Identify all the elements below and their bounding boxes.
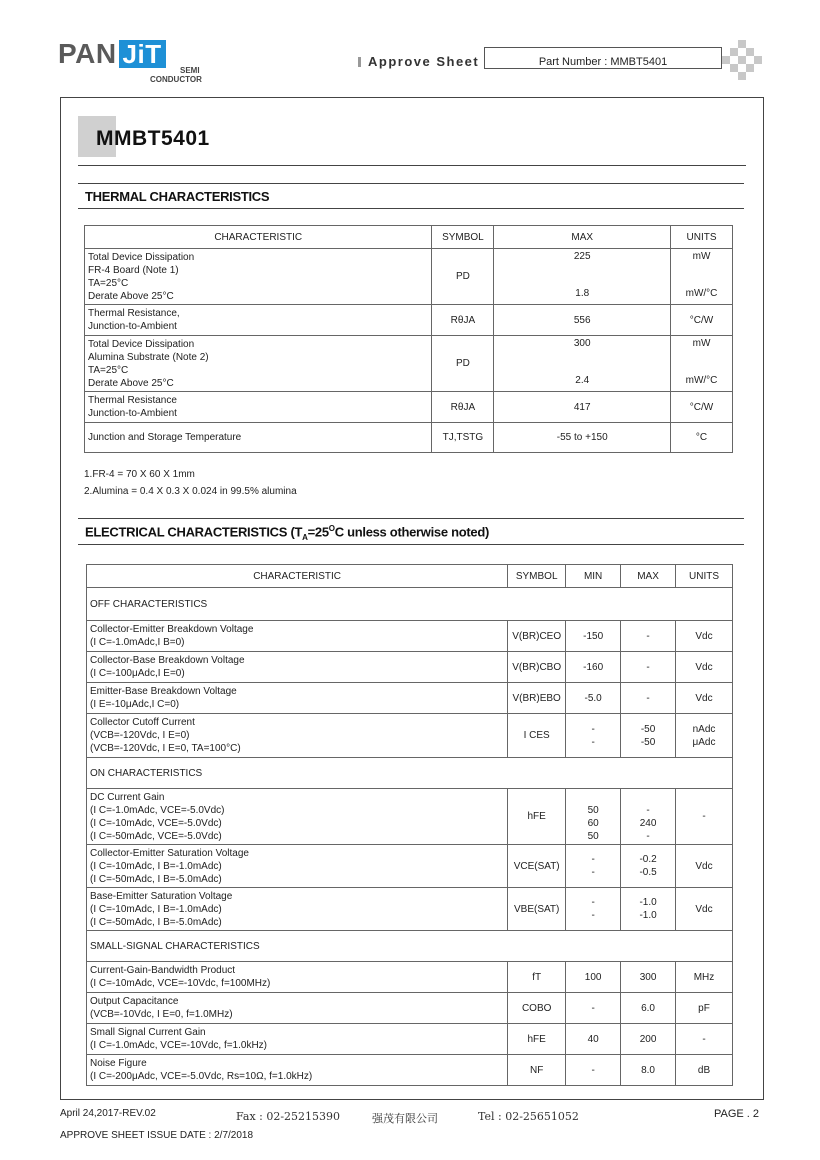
col-max: MAX: [621, 565, 676, 588]
unit-value: μAdc: [692, 736, 716, 748]
char-line: Collector Cutoff Current: [90, 717, 195, 728]
logo-subtitle: [150, 66, 202, 84]
max-value: 2.4: [575, 375, 590, 386]
thermal-heading: THERMAL CHARACTERISTICS: [85, 189, 270, 204]
char-line: Small Signal Current Gain: [90, 1027, 206, 1038]
max-value: -: [646, 831, 650, 842]
cell-units: [676, 714, 733, 758]
char-line: Current-Gain-Bandwidth Product: [90, 965, 236, 976]
cell-max: -55 to +150: [494, 423, 671, 453]
cell-min: -: [566, 1055, 621, 1086]
logo-jit-text: JiT: [119, 40, 166, 68]
cell-units: -: [676, 789, 733, 845]
approve-sheet-label: Approve Sheet: [368, 54, 480, 69]
cell-min: 40: [566, 1024, 621, 1055]
col-units: UNITS: [671, 226, 733, 249]
char-line: (I C=-50mAdc, I B=-5.0mAdc): [90, 916, 222, 928]
max-value: -50: [640, 723, 656, 735]
cell-max: -: [621, 683, 676, 714]
footer-tel: Tel : 02-25651052: [478, 1110, 579, 1123]
cell-characteristic: [87, 714, 508, 758]
char-line: Collector-Base Breakdown Voltage: [90, 655, 245, 666]
char-line: (VCB=-10Vdc, I E=0, f=1.0MHz): [90, 1009, 233, 1020]
cell-max: 417: [494, 392, 671, 423]
note-1: 1.FR-4 = 70 X 60 X 1mm: [84, 469, 195, 480]
col-symbol: SYMBOL: [508, 565, 566, 588]
heading-sub: A: [302, 532, 308, 542]
char-line: (I C=-50mAdc, I B=-5.0mAdc): [90, 873, 222, 885]
cell-characteristic: [87, 652, 508, 683]
approve-marker: [358, 57, 361, 67]
cell-max: 6.0: [621, 993, 676, 1024]
cell-characteristic: [87, 683, 508, 714]
group-row: [87, 931, 733, 962]
cell-symbol: V(BR)CEO: [508, 621, 566, 652]
min-value: 50: [587, 831, 599, 842]
min-value: -: [591, 723, 595, 735]
cell-units: pF: [676, 993, 733, 1024]
cell-max: [621, 789, 676, 845]
cell-min: [566, 845, 621, 888]
table-row: [87, 1055, 733, 1086]
min-value: -: [591, 867, 595, 878]
table-row: [87, 888, 733, 931]
cell-max: 200: [621, 1024, 676, 1055]
cell-units: °C/W: [671, 392, 733, 423]
char-line: FR-4 Board (Note 1): [88, 264, 179, 276]
group-small-label: SMALL-SIGNAL CHARACTERISTICS: [87, 931, 733, 962]
col-symbol: SYMBOL: [432, 226, 494, 249]
part-number: Part Number : MMBT5401: [538, 56, 668, 68]
char-line: Thermal Resistance: [88, 395, 177, 406]
page-title: MMBT5401: [96, 127, 210, 150]
char-line: (VCB=-120Vdc, I E=0): [90, 730, 190, 741]
footer-page: PAGE . 2: [714, 1108, 760, 1120]
char-line: Derate Above 25°C: [88, 290, 174, 302]
cell-min: -150: [566, 621, 621, 652]
group-on-label: ON CHARACTERISTICS: [87, 758, 733, 789]
table-row: [85, 336, 733, 392]
char-line: Junction-to-Ambient: [88, 321, 177, 332]
cell-max: 556: [494, 305, 671, 336]
table-row: [87, 993, 733, 1024]
char-line: (VCB=-120Vdc, I E=0, TA=100°C): [90, 743, 241, 754]
cell-max: [494, 249, 671, 305]
cell-symbol: PD: [432, 336, 494, 392]
cell-characteristic: [87, 1055, 508, 1086]
cell-units: Vdc: [676, 621, 733, 652]
table-header-row: [87, 565, 733, 588]
char-line: Collector-Emitter Saturation Voltage: [90, 847, 249, 859]
group-row: [87, 588, 733, 621]
col-characteristic: CHARACTERISTIC: [87, 565, 508, 588]
heading-part: ELECTRICAL CHARACTERISTICS (T: [85, 524, 303, 540]
cell-characteristic: [85, 249, 432, 305]
footer-issue-date: APPROVE SHEET ISSUE DATE : 2/7/2018: [60, 1130, 254, 1141]
max-value: -: [646, 805, 650, 816]
group-row: [87, 758, 733, 789]
cell-symbol: VCE(SAT): [508, 845, 566, 888]
char-line: Base-Emitter Saturation Voltage: [90, 890, 233, 902]
cell-symbol: PD: [432, 249, 494, 305]
char-line: (I C=-10mAdc, I B=-1.0mAdc): [90, 860, 222, 872]
table-row: [87, 714, 733, 758]
min-value: 50: [587, 805, 599, 816]
thermal-rule-bottom: [78, 208, 744, 209]
table-row: [87, 962, 733, 993]
char-line: (I C=-200μAdc, VCE=-5.0Vdc, Rs=10Ω, f=1.0kHz): [90, 1071, 313, 1082]
part-number-box: [484, 47, 722, 69]
table-row: [85, 423, 733, 453]
table-header-row: [85, 226, 733, 249]
cell-max: 300: [621, 962, 676, 993]
cell-symbol: RθJA: [432, 392, 494, 423]
char-line: Noise Figure: [90, 1058, 147, 1069]
title-divider: [78, 165, 746, 166]
cell-symbol: NF: [508, 1055, 566, 1086]
thermal-rule-top: [78, 183, 744, 184]
col-max: MAX: [494, 226, 671, 249]
logo-semi: SEMI: [180, 66, 200, 75]
char-line: Junction-to-Ambient: [88, 408, 177, 419]
cell-symbol: hFE: [508, 1024, 566, 1055]
cell-symbol: fT: [508, 962, 566, 993]
cell-characteristic: [87, 962, 508, 993]
cell-units: Vdc: [676, 683, 733, 714]
cell-max: [494, 336, 671, 392]
cell-units: MHz: [676, 962, 733, 993]
table-row: [87, 683, 733, 714]
char-line: Total Device Dissipation: [88, 251, 195, 263]
max-value: 300: [573, 338, 591, 349]
cell-min: -5.0: [566, 683, 621, 714]
table-row: [87, 621, 733, 652]
char-line: TA=25°C: [88, 364, 129, 376]
cell-units: -: [676, 1024, 733, 1055]
char-line: Derate Above 25°C: [88, 377, 174, 389]
max-value: 1.8: [575, 288, 590, 299]
min-value: -: [591, 897, 595, 908]
cell-max: [621, 888, 676, 931]
group-off-label: OFF CHARACTERISTICS: [87, 588, 733, 621]
char-line: (I C=-10mAdc, I B=-1.0mAdc): [90, 903, 222, 915]
note-2: 2.Alumina = 0.4 X 0.3 X 0.024 in 99.5% alumina: [84, 486, 297, 497]
unit-value: mW: [692, 251, 711, 262]
min-value: 60: [587, 818, 599, 829]
char-line: Emitter-Base Breakdown Voltage: [90, 686, 237, 697]
cell-symbol: I CES: [508, 714, 566, 758]
cell-characteristic: [85, 392, 432, 423]
char-line: (I C=-1.0mAdc, VCE=-5.0Vdc): [90, 804, 225, 816]
char-line: Alumina Substrate (Note 2): [88, 351, 209, 363]
max-value: -0.5: [639, 867, 657, 878]
cell-min: [566, 714, 621, 758]
min-value: -: [591, 910, 595, 921]
logo-pan-text: PAN: [58, 38, 117, 69]
char-line: Collector-Emitter Breakdown Voltage: [90, 624, 254, 635]
cell-min: [566, 789, 621, 845]
cell-characteristic: Junction and Storage Temperature: [85, 423, 432, 453]
cell-characteristic: [87, 1024, 508, 1055]
cell-characteristic: [85, 336, 432, 392]
heading-part: =25: [307, 524, 329, 540]
heading-part: C unless otherwise noted): [334, 524, 490, 540]
char-line: (I C=-100μAdc,I E=0): [90, 668, 185, 679]
electrical-table: [86, 564, 733, 1086]
char-line: (I C=-10mAdc, VCE=-5.0Vdc): [90, 817, 222, 829]
cell-max: [621, 714, 676, 758]
char-line: DC Current Gain: [90, 791, 165, 803]
cell-characteristic: [85, 305, 432, 336]
max-value: -50: [640, 736, 656, 748]
logo-conductor: CONDUCTOR: [150, 75, 202, 84]
cell-characteristic: [87, 993, 508, 1024]
footer-fax: Fax : 02-25215390: [236, 1110, 341, 1123]
unit-value: nAdc: [692, 723, 716, 735]
cell-min: -160: [566, 652, 621, 683]
electrical-heading: [85, 524, 489, 542]
cell-units: [671, 249, 733, 305]
cell-max: 8.0: [621, 1055, 676, 1086]
cell-characteristic: [87, 789, 508, 845]
char-line: Total Device Dissipation: [88, 338, 195, 350]
cell-units: Vdc: [676, 845, 733, 888]
cell-symbol: RθJA: [432, 305, 494, 336]
table-row: [87, 789, 733, 845]
max-value: 240: [639, 818, 657, 829]
min-value: -: [591, 854, 595, 865]
char-line: Thermal Resistance,: [88, 308, 180, 319]
cell-max: [621, 845, 676, 888]
cell-symbol: TJ,TSTG: [432, 423, 494, 453]
cell-min: -: [566, 993, 621, 1024]
electrical-rule-bottom: [78, 544, 744, 545]
cell-min: 100: [566, 962, 621, 993]
cell-max: -: [621, 621, 676, 652]
char-line: (I C=-50mAdc, VCE=-5.0Vdc): [90, 830, 222, 842]
thermal-table: [84, 225, 733, 453]
cell-symbol: hFE: [508, 789, 566, 845]
cell-units: Vdc: [676, 888, 733, 931]
max-value: -1.0: [639, 910, 657, 921]
company-logo: [58, 38, 202, 84]
cell-units: °C: [671, 423, 733, 453]
table-row: [87, 652, 733, 683]
footer-date-rev: April 24,2017-REV.02: [60, 1108, 156, 1119]
unit-value: mW/°C: [685, 288, 718, 299]
table-row: [85, 249, 733, 305]
char-line: (I C=-10mAdc, VCE=-10Vdc, f=100MHz): [90, 978, 271, 989]
heading-sup: O: [328, 524, 335, 533]
cell-symbol: V(BR)CBO: [508, 652, 566, 683]
char-line: (I C=-1.0mAdc,I B=0): [90, 637, 185, 648]
col-min: MIN: [566, 565, 621, 588]
char-line: (I E=-10μAdc,I C=0): [90, 699, 180, 710]
table-row: [85, 392, 733, 423]
table-row: [85, 305, 733, 336]
max-value: -1.0: [639, 897, 657, 908]
cell-symbol: V(BR)EBO: [508, 683, 566, 714]
table-row: [87, 845, 733, 888]
col-units: UNITS: [676, 565, 733, 588]
electrical-rule-top: [78, 518, 744, 519]
cell-characteristic: [87, 888, 508, 931]
cell-min: [566, 888, 621, 931]
cell-characteristic: [87, 845, 508, 888]
cell-units: Vdc: [676, 652, 733, 683]
unit-value: mW/°C: [685, 375, 718, 386]
cell-units: dB: [676, 1055, 733, 1086]
max-value: -0.2: [639, 854, 657, 865]
unit-value: mW: [692, 338, 711, 349]
checker-decoration: [722, 40, 762, 80]
cell-symbol: VBE(SAT): [508, 888, 566, 931]
cell-characteristic: [87, 621, 508, 652]
cell-max: -: [621, 652, 676, 683]
cell-units: °C/W: [671, 305, 733, 336]
char-line: Output Capacitance: [90, 996, 179, 1007]
table-row: [87, 1024, 733, 1055]
footer-company: 强茂有限公司: [372, 1112, 438, 1125]
cell-symbol: COBO: [508, 993, 566, 1024]
col-characteristic: CHARACTERISTIC: [85, 226, 432, 249]
min-value: -: [591, 736, 595, 748]
char-line: (I C=-1.0mAdc, VCE=-10Vdc, f=1.0kHz): [90, 1040, 268, 1051]
cell-units: [671, 336, 733, 392]
char-line: TA=25°C: [88, 277, 129, 289]
max-value: 225: [573, 251, 591, 262]
